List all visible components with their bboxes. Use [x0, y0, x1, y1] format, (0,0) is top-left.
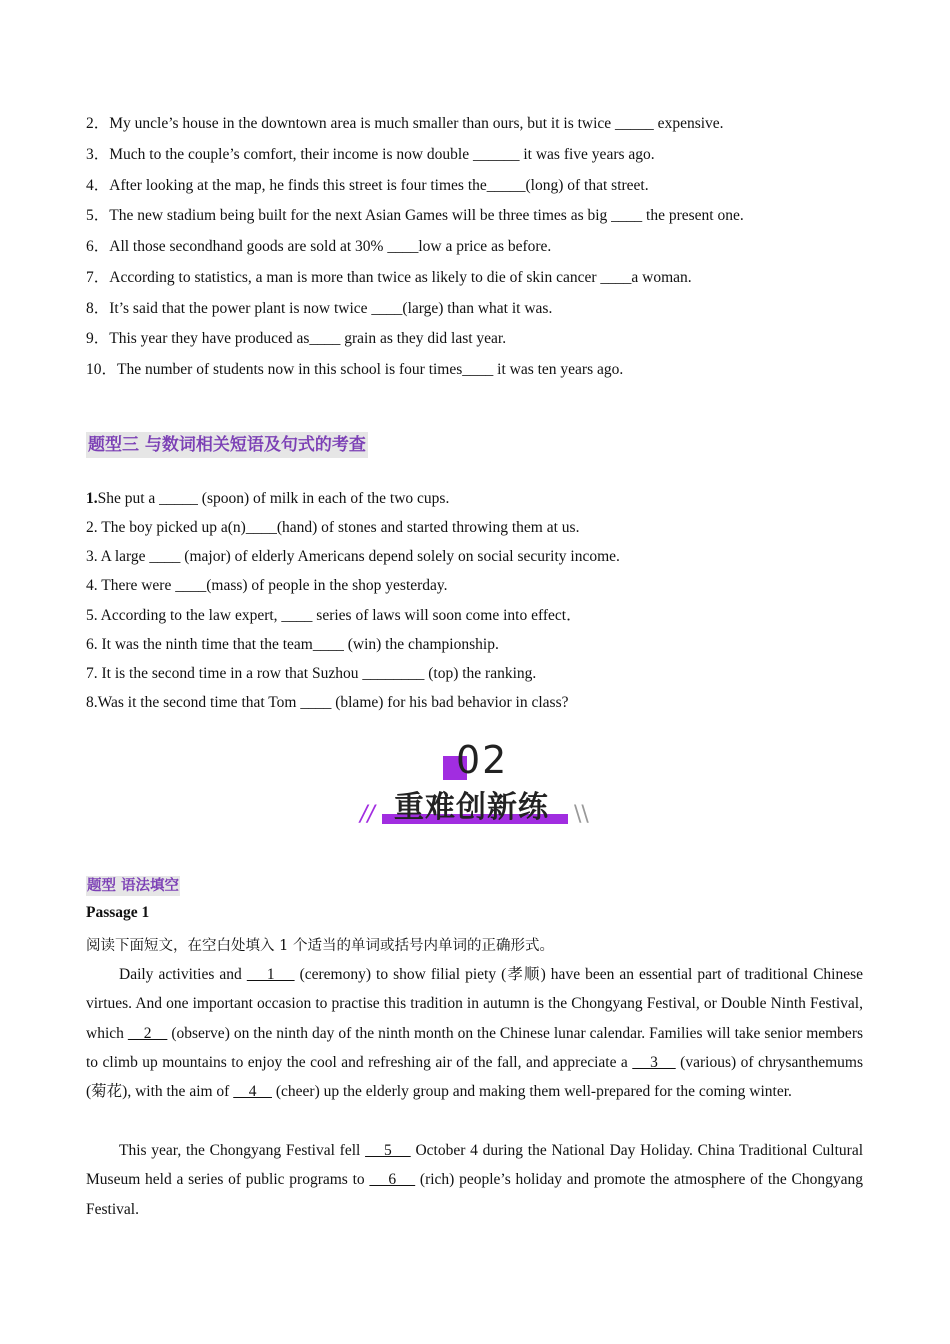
passage-paragraph	[86, 1136, 863, 1224]
question-line: 5. According to the law expert, ____ series of laws will soon come into effect．	[86, 607, 582, 624]
answer-blank: 3	[632, 1053, 676, 1071]
passage-title: Passage 1	[86, 904, 150, 921]
paragraph-text: (observe) on the ninth day of the ninth month on the Chinese lunar calendar. Families will take senior members to climb up mountains to enjoy the cool and refreshing air of the fall, and appreciate a	[86, 1024, 864, 1071]
section-badge	[360, 738, 590, 832]
question-line: 3．Much to the couple’s comfort, their income is now double ______ it was five years ago.	[86, 146, 655, 163]
paragraph-text: (ceremony) to show filial piety (孝顺) have been an essential part of traditional Chinese virtues. And one important occasion to practise this tradition in autumn is the Chongyang Festival, or Double Ninth Festival, which	[86, 966, 864, 1042]
paragraph-text: October 4 during the National Day Holiday. China Traditional Cultural Museum held a series of public programs to	[86, 1142, 864, 1189]
question-line: 6．All those secondhand goods are sold at 30% ____low a price as before.	[86, 238, 552, 255]
paragraph-text: Daily activities and	[119, 966, 247, 983]
answer-blank: 1	[246, 966, 295, 983]
question-line: 3. A large ____ (major) of elderly Americans depend solely on social security income.	[86, 548, 620, 565]
paragraph-text: (various) of chrysanthemums (菊花), with the aim of	[86, 1053, 864, 1101]
section-heading: 题型三 与数词相关短语及句式的考查	[86, 432, 368, 458]
question-line	[86, 489, 449, 509]
question-line: 8.Was it the second time that Tom ____ (blame) for his bad behavior in class?	[86, 694, 569, 711]
question-line: 7．According to statistics, a man is more than twice as likely to die of skin cancer ____a woman.	[86, 269, 692, 286]
badge-number: 02	[456, 738, 509, 782]
paragraph-text: (rich) people’s holiday and promote the atmosphere of the Chongyang Festival.	[86, 1171, 864, 1218]
question-line: 10．The number of students now in this school is four times____ it was ten years ago.	[86, 361, 624, 378]
question-line: 4．After looking at the map, he finds this street is four times the_____(long) of that street.	[86, 177, 649, 194]
answer-blank: 2	[127, 1024, 168, 1042]
question-line: 8．It’s said that the power plant is now twice ____(large) than what it was.	[86, 300, 553, 317]
paragraph-text: This year, the Chongyang Festival fell	[119, 1142, 366, 1159]
answer-blank: 4	[233, 1083, 272, 1101]
question-line: 9．This year they have produced as____ grain as they did last year.	[86, 330, 507, 347]
answer-blank: 5	[365, 1142, 411, 1159]
answer-blank: 6	[369, 1171, 416, 1189]
subsection-heading: 题型 语法填空	[87, 878, 180, 894]
passage-paragraph	[86, 960, 863, 1106]
question-line: 2．My uncle’s house in the downtown area is much smaller than ours, but it is twice _____ expensive.	[86, 115, 724, 132]
question-number: 1.	[86, 490, 98, 507]
question-line: 4. There were ____(mass) of people in the shop yesterday.	[86, 577, 448, 594]
question-line: 7. It is the second time in a row that Suzhou ________ (top) the ranking.	[86, 665, 537, 682]
question-line: 6. It was the ninth time that the team____ (win) the championship.	[86, 636, 499, 653]
instruction-text: 阅读下面短文，在空白处填入 1 个适当的单词或括号内单词的正确形式。	[86, 938, 554, 954]
question-line: 5．The new stadium being built for the next Asian Games will be three times as big ____ the present one.	[86, 207, 744, 224]
question-line: 2. The boy picked up a(n)____(hand) of stones and started throwing them at us.	[86, 519, 580, 536]
badge-title: 重难创新练	[394, 790, 549, 825]
slash-left-decoration: //	[360, 802, 375, 827]
paragraph-text: (cheer) up the elderly group and making them well-prepared for the coming winter.	[271, 1083, 792, 1101]
slash-right-decoration: \\	[574, 802, 589, 827]
question-text: She put a _____ (spoon) of milk in each of the two cups.	[97, 490, 450, 507]
